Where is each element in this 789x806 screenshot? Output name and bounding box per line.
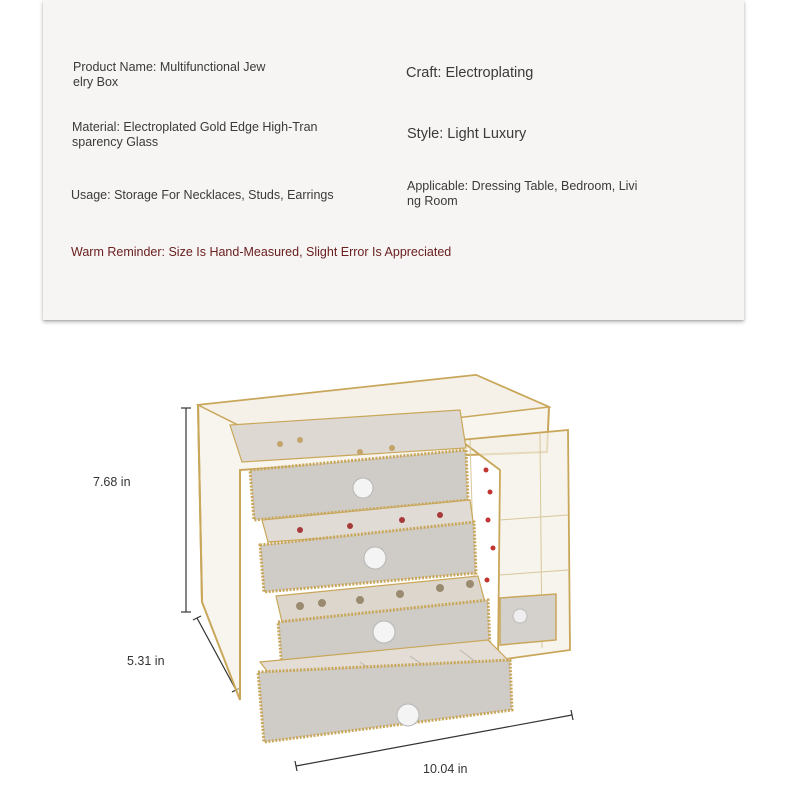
- material-spec: Material: Electroplated Gold Edge High-Tran sparency Glass: [72, 120, 318, 149]
- height-label: 7.68 in: [93, 475, 131, 489]
- applicable-spec: Applicable: Dressing Table, Bedroom, Livi ng Room: [407, 179, 638, 208]
- width-label: 10.04 in: [423, 762, 468, 776]
- style-spec: Style: Light Luxury: [407, 126, 527, 142]
- height-dimension-line: [181, 408, 191, 612]
- depth-label: 5.31 in: [127, 654, 165, 668]
- usage-spec: Usage: Storage For Necklaces, Studs, Earrings: [71, 188, 334, 202]
- warm-reminder: Warm Reminder: Size Is Hand-Measured, Slight Error Is Appreciated: [71, 245, 452, 259]
- product-name-spec: Product Name: Multifunctional Jew elry Box: [73, 60, 266, 89]
- craft-spec: Craft: Electroplating: [406, 65, 534, 81]
